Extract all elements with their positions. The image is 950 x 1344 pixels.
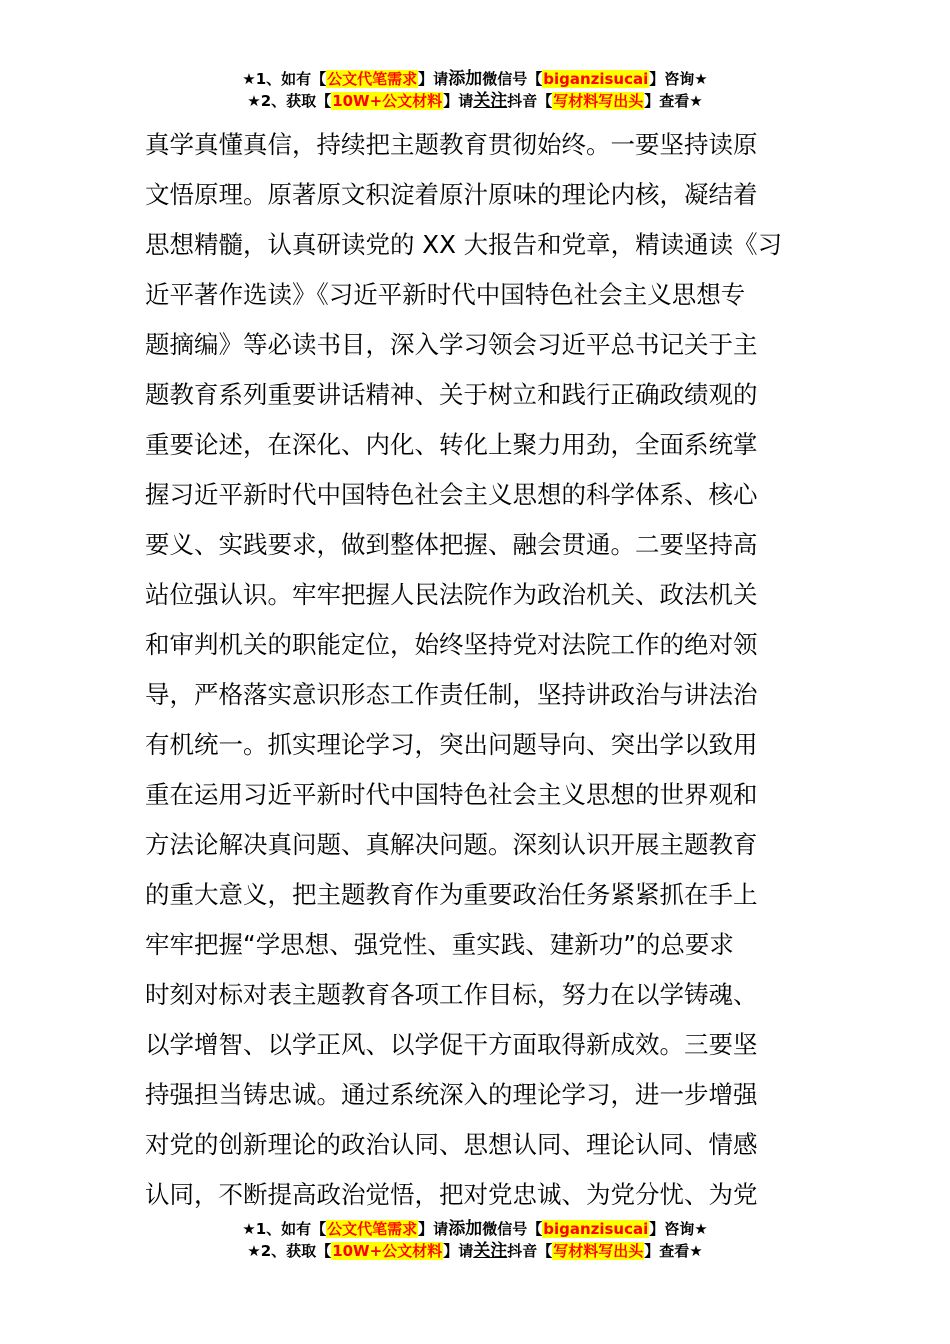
- body-line: 思想精髓，认真研读党的 XX 大报告和党章，精读通读《习: [145, 230, 783, 259]
- body-line: 和审判机关的职能定位，始终坚持党对法院工作的绝对领: [145, 630, 758, 659]
- banner-line-1: [0, 68, 950, 90]
- body-line: 牢牢把握“学思想、强党性、重实践、建新功”的总要求: [145, 930, 734, 959]
- banner-text: 】请: [418, 1220, 449, 1238]
- body-line: 导，严格落实意识形态工作责任制，坚持讲政治与讲法治: [145, 680, 758, 709]
- document-body: [145, 120, 815, 1220]
- body-line: 的重大意义，把主题教育作为重要政治任务紧紧抓在手上: [145, 880, 758, 909]
- banner-text: 】请: [443, 1242, 474, 1260]
- body-line: 重要论述，在深化、内化、转化上聚力用劲，全面系统掌: [145, 430, 758, 459]
- body-line: 对党的创新理论的政治认同、思想认同、理论认同、情感: [145, 1130, 758, 1159]
- body-line: 真学真懂真信，持续把主题教育贯彻始终。一要坚持读原: [145, 130, 758, 159]
- body-line: 有机统一。抓实理论学习，突出问题导向、突出学以致用: [145, 730, 758, 759]
- banner-line-2: [0, 90, 950, 112]
- banner-text: 微信号【: [482, 1220, 543, 1238]
- banner-text: ★2、获取【: [247, 92, 332, 110]
- banner-text: 】查看★: [644, 1242, 703, 1260]
- body-line: 认同，不断提高政治觉悟，把对党忠诚、为党分忧、为党: [145, 1180, 758, 1209]
- banner-emphasis: 添加: [448, 1219, 483, 1239]
- body-line: 以学增智、以学正风、以学促干方面取得新成效。三要坚: [145, 1030, 758, 1059]
- body-line: 题教育系列重要讲话精神、关于树立和践行正确政绩观的: [145, 380, 758, 409]
- banner-text: 】查看★: [644, 92, 703, 110]
- banner-text: 】咨询★: [649, 70, 708, 88]
- banner-text: 微信号【: [482, 70, 543, 88]
- highlight-writing-service: 公文代笔需求: [327, 1220, 418, 1238]
- highlight-wechat-id: biganzisucai: [543, 1220, 649, 1238]
- banner-text: 】咨询★: [649, 1220, 708, 1238]
- banner-text: ★2、获取【: [247, 1242, 332, 1260]
- highlight-materials: 10W+公文材料: [332, 1242, 443, 1260]
- body-line: 题摘编》等必读书目，深入学习领会习近平总书记关于主: [145, 330, 758, 359]
- banner-line-2: [0, 1240, 950, 1262]
- banner-emphasis: 添加: [448, 69, 483, 89]
- body-line: 持强担当铸忠诚。通过系统深入的理论学习，进一步增强: [145, 1080, 758, 1109]
- banner-text: 抖音【: [507, 92, 553, 110]
- body-line: 重在运用习近平新时代中国特色社会主义思想的世界观和: [145, 780, 758, 809]
- footer-banner: [0, 1218, 950, 1262]
- header-banner: [0, 68, 950, 112]
- body-line: 近平著作选读》《习近平新时代中国特色社会主义思想专: [145, 280, 746, 309]
- banner-text: 抖音【: [507, 1242, 553, 1260]
- banner-text: 】请: [418, 70, 449, 88]
- highlight-writing-service: 公文代笔需求: [327, 70, 418, 88]
- highlight-wechat-id: biganzisucai: [543, 70, 649, 88]
- banner-text: 】请: [443, 92, 474, 110]
- body-line: 站位强认识。牢牢把握人民法院作为政治机关、政法机关: [145, 580, 758, 609]
- body-line: 文悟原理。原著原文积淀着原汁原味的理论内核，凝结着: [145, 180, 758, 209]
- highlight-douyin-account: 写材料写出头: [553, 92, 644, 110]
- highlight-materials: 10W+公文材料: [332, 92, 443, 110]
- body-line: 握习近平新时代中国特色社会主义思想的科学体系、核心: [145, 480, 758, 509]
- body-line: 时刻对标对表主题教育各项工作目标，努力在以学铸魂、: [145, 980, 758, 1009]
- banner-line-1: [0, 1218, 950, 1240]
- banner-text: ★1、如有【: [242, 70, 327, 88]
- body-line: 要义、实践要求，做到整体把握、融会贯通。二要坚持高: [145, 530, 758, 559]
- highlight-douyin-account: 写材料写出头: [553, 1242, 644, 1260]
- banner-emphasis: 关注: [473, 91, 508, 111]
- banner-emphasis: 关注: [473, 1241, 508, 1261]
- body-line: 方法论解决真问题、真解决问题。深刻认识开展主题教育: [145, 830, 758, 859]
- banner-text: ★1、如有【: [242, 1220, 327, 1238]
